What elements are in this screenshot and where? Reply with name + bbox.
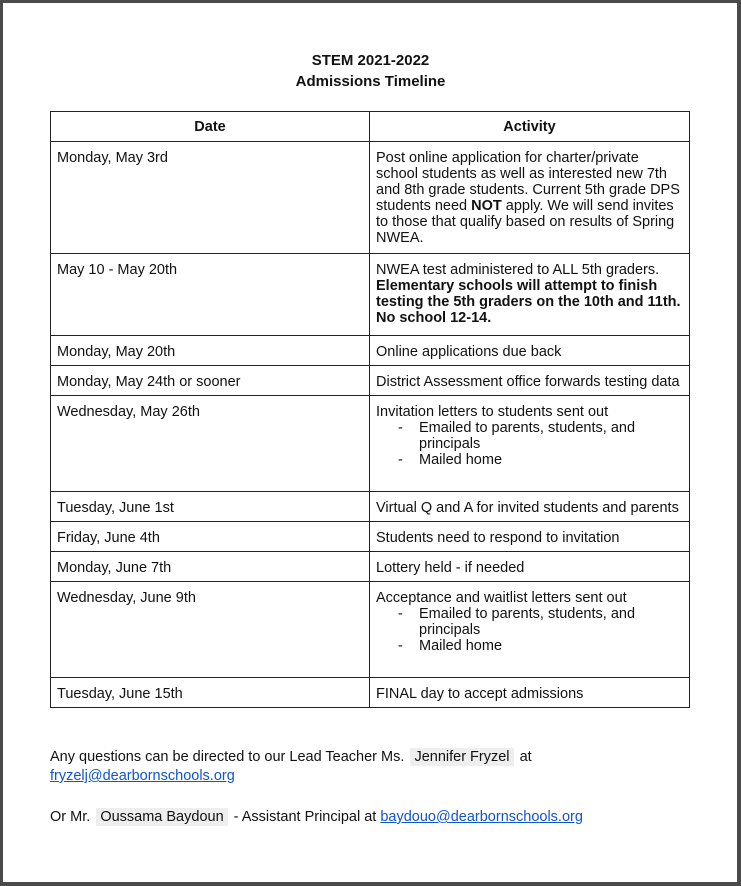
row-activity: Virtual Q and A for invited students and parents — [370, 492, 690, 522]
list-item: - Emailed to parents, students, and principals — [398, 420, 683, 452]
row-activity: Invitation letters to students sent out - Emailed to parents, students, and principals - Mailed home — [370, 396, 690, 492]
row-date: Tuesday, June 15th — [51, 678, 370, 708]
teacher-email-link[interactable]: fryzelj@dearbornschools.org — [50, 768, 235, 784]
table-row — [51, 366, 690, 396]
row-activity: Students need to respond to invitation — [370, 522, 690, 552]
table-row — [51, 522, 690, 552]
table-row — [51, 678, 690, 708]
row-date: May 10 - May 20th — [51, 254, 370, 336]
table-row — [51, 254, 690, 336]
page-title: STEM 2021-2022 — [311, 52, 430, 69]
column-header-date: Date — [51, 112, 370, 142]
bullet-list — [376, 606, 683, 654]
timeline-table — [50, 111, 690, 708]
contact-line-teacher: Any questions can be directed to our Lead Teacher Ms. Jennifer Fryzel at — [50, 749, 532, 765]
contact-line-ap: Or Mr. Oussama Baydoun - Assistant Principal at baydouo@dearbornschools.org — [50, 809, 583, 825]
list-item: - Mailed home — [398, 452, 683, 468]
page-subtitle: Admissions Timeline — [295, 73, 446, 90]
teacher-name: Jennifer Fryzel — [410, 748, 513, 766]
row-date: Monday, May 20th — [51, 336, 370, 366]
row-activity: Online applications due back — [370, 336, 690, 366]
row-date: Tuesday, June 1st — [51, 492, 370, 522]
ap-name: Oussama Baydoun — [96, 808, 227, 826]
table-row — [51, 396, 690, 492]
column-header-activity: Activity — [370, 112, 690, 142]
list-item: - Emailed to parents, students, and principals — [398, 606, 683, 638]
table-row — [51, 336, 690, 366]
row-date: Wednesday, June 9th — [51, 582, 370, 678]
row-date: Monday, May 24th or sooner — [51, 366, 370, 396]
row-activity: NWEA test administered to ALL 5th graders. Elementary schools will attempt to finish testing the 5th graders on the 10th and 11th. No school 12-14. — [370, 254, 690, 336]
row-activity: District Assessment office forwards testing data — [370, 366, 690, 396]
list-item: - Mailed home — [398, 638, 683, 654]
row-date: Monday, May 3rd — [51, 142, 370, 254]
table-row — [51, 552, 690, 582]
table-row — [51, 582, 690, 678]
table-row — [51, 142, 690, 254]
row-activity: FINAL day to accept admissions — [370, 678, 690, 708]
row-activity: Post online application for charter/private school students as well as interested new 7th and 8th grade students. Current 5th grade DPS students need NOT apply. We will send invites to those that qualify based on results of Spring NWEA. — [370, 142, 690, 254]
table-header-row — [51, 112, 690, 142]
bullet-list — [376, 420, 683, 468]
row-date: Wednesday, May 26th — [51, 396, 370, 492]
ap-email-link[interactable]: baydouo@dearbornschools.org — [380, 809, 583, 825]
table-row — [51, 492, 690, 522]
row-date: Friday, June 4th — [51, 522, 370, 552]
row-date: Monday, June 7th — [51, 552, 370, 582]
row-activity: Acceptance and waitlist letters sent out - Emailed to parents, students, and principals - Mailed home — [370, 582, 690, 678]
teacher-email-line — [50, 767, 235, 785]
row-activity: Lottery held - if needed — [370, 552, 690, 582]
